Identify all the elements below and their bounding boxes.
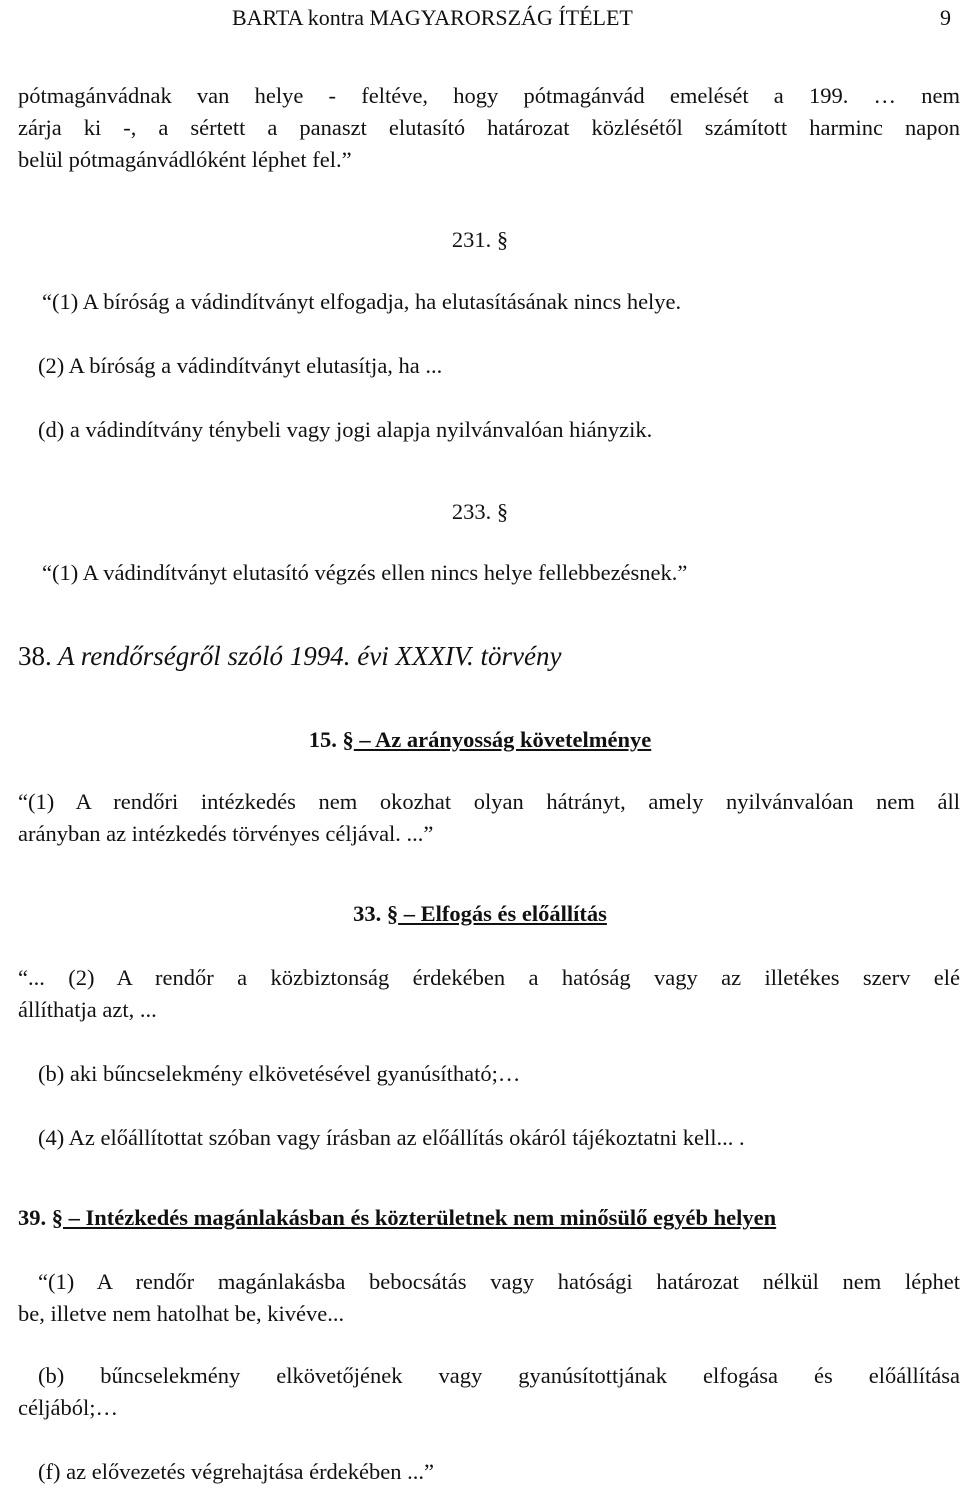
section-33-paragraph-4: (4) Az előállítottat szóban vagy írásban az előállítás okáról tájékoztatni kell... . xyxy=(38,1125,745,1150)
section-39-point-b-line-2: céljából;… xyxy=(18,1395,118,1420)
law-title-text: A rendőrségről szóló 1994. évi XXXIV. törvény xyxy=(58,641,562,671)
section-39-paragraph-1-line-2: be, illetve nem hatolhat be, kivéve... xyxy=(18,1301,345,1326)
section-33-paragraph-2-line-2: állíthatja azt, ... xyxy=(18,997,157,1022)
section-15-number: 15. § xyxy=(308,727,354,752)
section-39-title: – Intézkedés magánlakásban és közterületnek nem minősülő egyéb helyen xyxy=(63,1205,777,1230)
section-39-number: 39. § xyxy=(18,1205,63,1230)
intro-line-3: belül pótmagánvádlóként léphet fel.” xyxy=(18,147,352,172)
section-233-paragraph-1: “(1) A vádindítványt elutasító végzés ellen nincs helye fellebbezésnek.” xyxy=(42,560,688,585)
section-39-point-b-line-1: (b) bűncselekmény elkövetőjének vagy gyanúsítottjának elfogása és előállítása xyxy=(38,1363,960,1388)
section-33-title: – Elfogás és előállítás xyxy=(398,901,607,926)
intro-line-1: pótmagánvádnak van helye - feltéve, hogy pótmagánvád emelését a 199. … nem xyxy=(18,83,960,108)
section-33-number: 33. § xyxy=(353,901,399,926)
section-231-paragraph-1: “(1) A bíróság a vádindítványt elfogadja, ha elutasításának nincs helye. xyxy=(42,289,682,314)
section-33-paragraph-2-line-1: “... (2) A rendőr a közbiztonság érdekében a hatóság vagy az illetékes szerv elé xyxy=(18,965,960,990)
section-15-paragraph-line-1: “(1) A rendőri intézkedés nem okozhat olyan hátrányt, amely nyilvánvalóan nem áll xyxy=(18,789,960,814)
section-39-point-f: (f) az elővezetés végrehajtása érdekében ...” xyxy=(38,1459,435,1484)
section-33-point-b: (b) aki bűncselekmény elkövetésével gyanúsítható;… xyxy=(38,1061,521,1086)
running-title: BARTA kontra MAGYARORSZÁG ÍTÉLET xyxy=(232,5,633,30)
law-number: 38. xyxy=(18,641,52,671)
law-title xyxy=(18,638,960,674)
section-231-paragraph-2: (2) A bíróság a vádindítványt elutasítja, ha ... xyxy=(38,353,443,378)
section-15-title: – Az arányosság követelménye xyxy=(353,727,652,752)
page-number: 9 xyxy=(940,5,951,30)
intro-line-2: zárja ki -, a sértett a panaszt elutasító határozat közlésétől számított harminc napon xyxy=(18,115,960,140)
section-39-heading xyxy=(18,1202,960,1234)
section-15-paragraph-line-2: arányban az intézkedés törvényes céljával. ...” xyxy=(18,821,434,846)
section-33-heading xyxy=(0,898,960,930)
section-231-point-d: (d) a vádindítvány ténybeli vagy jogi alapja nyilvánvalóan hiányzik. xyxy=(38,417,653,442)
section-15-heading xyxy=(0,724,960,756)
section-39-paragraph-1-line-1: “(1) A rendőr magánlakásba bebocsátás vagy hatósági határozat nélkül nem léphet xyxy=(38,1269,960,1294)
section-233-heading: 233. § xyxy=(451,499,509,524)
section-231-heading: 231. § xyxy=(451,227,509,252)
